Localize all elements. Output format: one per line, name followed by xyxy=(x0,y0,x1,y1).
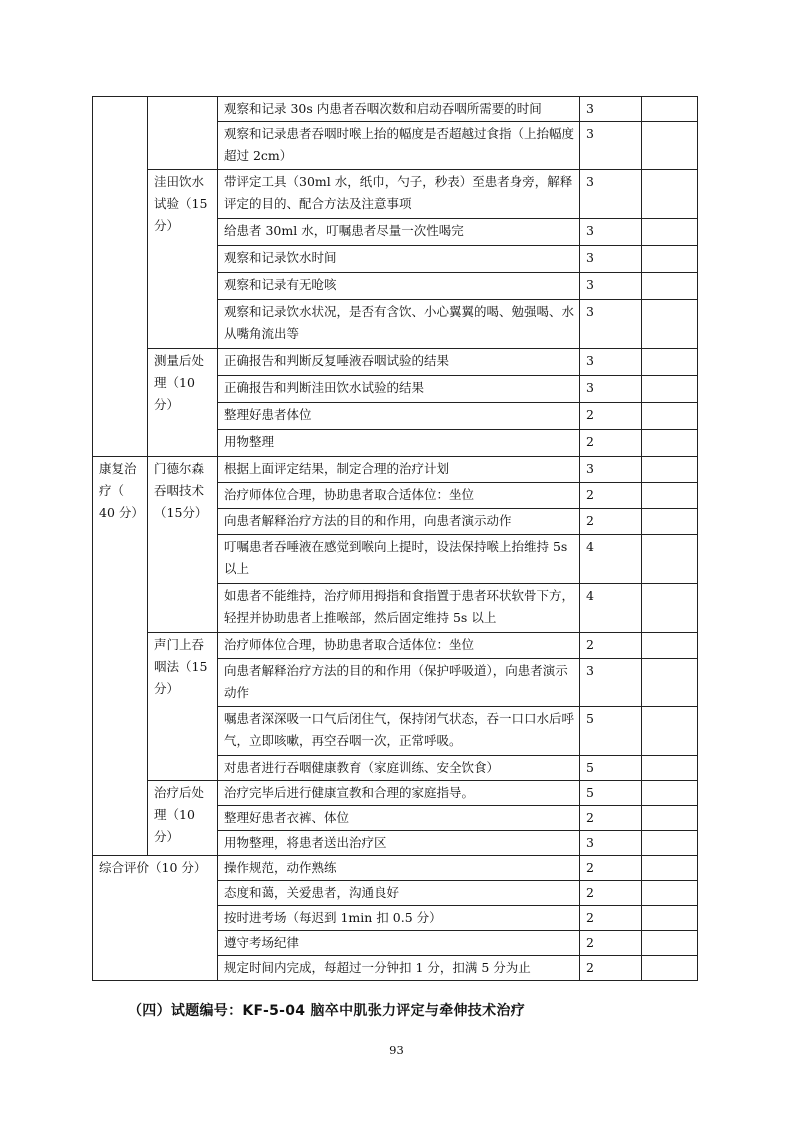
item-cell: 带评定工具（30ml 水，纸巾，勺子，秒表）至患者身旁，解释评定的目的、配合方法及注意事项 xyxy=(218,170,580,219)
remark-cell xyxy=(642,300,698,349)
remark-cell xyxy=(642,535,698,584)
score-cell: 3 xyxy=(580,376,642,403)
remark-cell xyxy=(642,97,698,122)
remark-cell xyxy=(642,756,698,781)
score-cell: 3 xyxy=(580,457,642,483)
item-cell: 观察和记录饮水时间 xyxy=(218,246,580,273)
remark-cell xyxy=(642,806,698,831)
item-cell: 治疗师体位合理，协助患者取合适体位：坐位 xyxy=(218,483,580,509)
item-cell: 用物整理 xyxy=(218,430,580,457)
item-cell: 遵守考场纪律 xyxy=(218,931,580,956)
score-cell: 2 xyxy=(580,881,642,906)
remark-cell xyxy=(642,659,698,707)
remark-cell xyxy=(642,246,698,273)
remark-cell xyxy=(642,931,698,956)
remark-cell xyxy=(642,219,698,246)
item-cell: 整理好患者体位 xyxy=(218,403,580,430)
category-rehab: 康复治疗（ 40 分） xyxy=(93,457,148,856)
remark-cell xyxy=(642,633,698,659)
score-cell: 2 xyxy=(580,856,642,881)
item-cell: 向患者解释治疗方法的目的和作用，向患者演示动作 xyxy=(218,509,580,535)
remark-cell xyxy=(642,457,698,483)
remark-cell xyxy=(642,483,698,509)
score-cell: 2 xyxy=(580,483,642,509)
score-cell: 2 xyxy=(580,403,642,430)
score-cell: 3 xyxy=(580,659,642,707)
item-cell: 正确报告和判断反复唾液吞咽试验的结果 xyxy=(218,349,580,376)
remark-cell xyxy=(642,584,698,633)
score-cell: 3 xyxy=(580,831,642,856)
score-cell: 3 xyxy=(580,300,642,349)
item-cell: 对患者进行吞咽健康教育（家庭训练、安全饮食） xyxy=(218,756,580,781)
remark-cell xyxy=(642,707,698,756)
score-cell: 2 xyxy=(580,509,642,535)
remark-cell xyxy=(642,781,698,806)
remark-cell xyxy=(642,349,698,376)
sub-section-watian: 洼田饮水试验（15分） xyxy=(148,170,218,349)
item-cell: 态度和蔼，关爱患者，沟通良好 xyxy=(218,881,580,906)
score-cell: 5 xyxy=(580,756,642,781)
category-cell xyxy=(93,97,148,457)
remark-cell xyxy=(642,906,698,931)
remark-cell xyxy=(642,881,698,906)
item-cell: 叮嘱患者吞唾液在感觉到喉向上提时，设法保持喉上抬维持 5s 以上 xyxy=(218,535,580,584)
remark-cell xyxy=(642,430,698,457)
table-row xyxy=(93,457,698,483)
score-cell: 3 xyxy=(580,273,642,300)
score-cell: 2 xyxy=(580,931,642,956)
score-cell: 3 xyxy=(580,219,642,246)
item-cell: 给患者 30ml 水，叮嘱患者尽量一次性喝完 xyxy=(218,219,580,246)
table-row xyxy=(93,781,698,806)
sub-section-supraglottic: 声门上吞咽法（15分） xyxy=(148,633,218,781)
remark-cell xyxy=(642,122,698,170)
score-cell: 2 xyxy=(580,906,642,931)
page-number: 93 xyxy=(389,1043,404,1057)
score-cell: 4 xyxy=(580,584,642,633)
remark-cell xyxy=(642,273,698,300)
item-cell: 按时进考场（每迟到 1min 扣 0.5 分） xyxy=(218,906,580,931)
item-cell: 用物整理，将患者送出治疗区 xyxy=(218,831,580,856)
score-cell: 3 xyxy=(580,122,642,170)
score-cell: 5 xyxy=(580,781,642,806)
item-cell: 观察和记录饮水状况，是否有含饮、小心翼翼的喝、勉强喝、水从嘴角流出等 xyxy=(218,300,580,349)
table-row xyxy=(93,349,698,376)
item-cell: 观察和记录患者吞咽时喉上抬的幅度是否超越过食指（上抬幅度超过 2cm） xyxy=(218,122,580,170)
item-cell: 整理好患者衣裤、体位 xyxy=(218,806,580,831)
remark-cell xyxy=(642,403,698,430)
item-cell: 根据上面评定结果，制定合理的治疗计划 xyxy=(218,457,580,483)
score-cell: 3 xyxy=(580,97,642,122)
score-cell: 3 xyxy=(580,349,642,376)
item-cell: 观察和记录 30s 内患者吞咽次数和启动吞咽所需要的时间 xyxy=(218,97,580,122)
sub-section-post-assessment: 测量后处理（10分） xyxy=(148,349,218,457)
item-cell: 向患者解释治疗方法的目的和作用（保护呼吸道），向患者演示动作 xyxy=(218,659,580,707)
table-row xyxy=(93,633,698,659)
score-cell: 5 xyxy=(580,707,642,756)
item-cell: 治疗完毕后进行健康宣教和合理的家庭指导。 xyxy=(218,781,580,806)
item-cell: 操作规范，动作熟练 xyxy=(218,856,580,881)
remark-cell xyxy=(642,376,698,403)
sub-section-post-treatment: 治疗后处理（10分） xyxy=(148,781,218,856)
scoring-table xyxy=(92,96,698,981)
remark-cell xyxy=(642,956,698,981)
score-cell: 2 xyxy=(580,430,642,457)
section-heading: （四）试题编号：KF-5-04 脑卒中肌张力评定与牵伸技术治疗 xyxy=(128,1003,525,1019)
remark-cell xyxy=(642,509,698,535)
item-cell: 治疗师体位合理，协助患者取合适体位：坐位 xyxy=(218,633,580,659)
table-row xyxy=(93,170,698,219)
sub-section-cell xyxy=(148,97,218,170)
item-cell: 嘱患者深深吸一口气后闭住气，保持闭气状态，吞一口口水后呼气，立即咳嗽，再空吞咽一次，正常呼吸。 xyxy=(218,707,580,756)
score-cell: 2 xyxy=(580,806,642,831)
score-cell: 2 xyxy=(580,633,642,659)
item-cell: 正确报告和判断洼田饮水试验的结果 xyxy=(218,376,580,403)
category-overall: 综合评价（10 分） xyxy=(93,856,218,981)
sub-section-mendelsohn: 门德尔森吞咽技术（15分） xyxy=(148,457,218,633)
score-cell: 3 xyxy=(580,170,642,219)
item-cell: 规定时间内完成，每超过一分钟扣 1 分，扣满 5 分为止 xyxy=(218,956,580,981)
score-cell: 3 xyxy=(580,246,642,273)
score-cell: 4 xyxy=(580,535,642,584)
table-row xyxy=(93,856,698,881)
remark-cell xyxy=(642,170,698,219)
remark-cell xyxy=(642,831,698,856)
score-cell: 2 xyxy=(580,956,642,981)
table-row xyxy=(93,97,698,122)
remark-cell xyxy=(642,856,698,881)
item-cell: 观察和记录有无呛咳 xyxy=(218,273,580,300)
item-cell: 如患者不能维持，治疗师用拇指和食指置于患者环状软骨下方，轻捏并协助患者上推喉部，然后固定维持 5s 以上 xyxy=(218,584,580,633)
